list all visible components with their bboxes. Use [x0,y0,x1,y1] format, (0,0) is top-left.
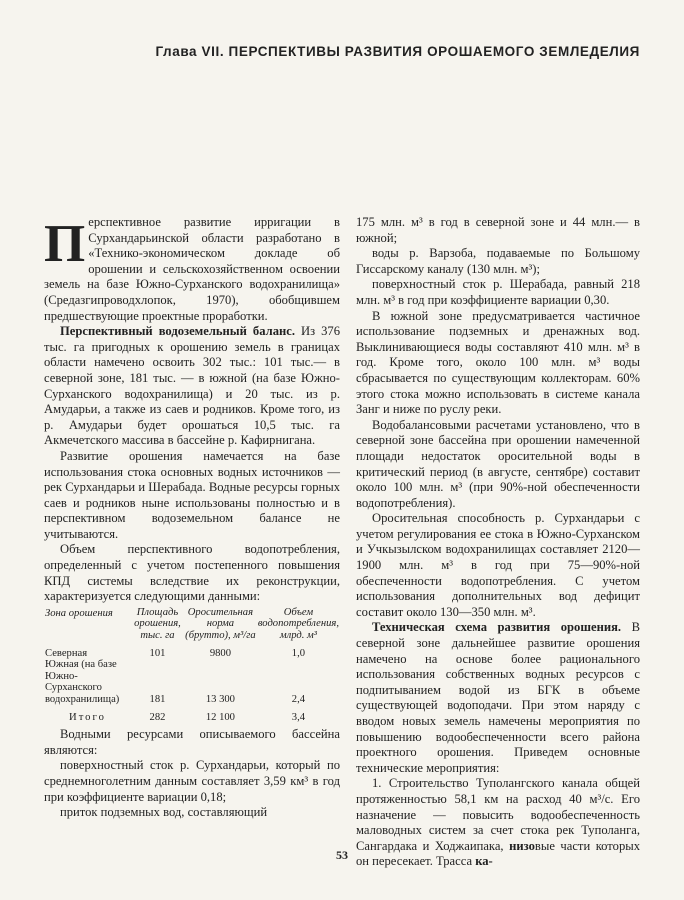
water-demand-table [44,607,340,723]
water-balance-paragraph: Водобалансовыми расчетами установлено, что в северной зоне бассейна при орошении намеченной площади недостаток оросительной воды в критический период (в августе, сентябре) составит около 100 млн. м³ (при 90%-ной обеспеченности водопотребления). [356,417,640,510]
table-row: Северная 101 9800 1,0 [45,647,306,659]
intro-paragraph: Перспективное развитие ирригации в Сурхандарьинской области разработано в «Технико-экономическом докладе об орошении и сельскохозяйственном освоении земель на базе Южно-Сурханского водохранилища» (Средазгипроводхлопок, 1970), обобщившем предшествующие проектные проработки. [44,215,340,323]
table-header-norm: Оросительная норма (брутто), м³/га [185,606,256,642]
page-number: 53 [336,848,348,862]
tupolang-canal-paragraph: 1. Строительство Туполангского канала общей протяженностью 58,1 км на расход 40 м³/с. Его назначение — повысить водообеспеченность маловодных систем за счет стока рек Туполанга, Сангардака и Ходжаипака, низовые части которых он пересекает. Трасса ка- [356,776,640,869]
varzob-paragraph: воды р. Варзоба, подаваемые по Большому Гиссарскому каналу (130 млн. м³); [356,246,640,276]
right-column [356,215,640,870]
surkhandarya-runoff-paragraph: поверхностный сток р. Сурхандарьи, который по среднемноголетним данным составляет 3,59 км³ в год при коэффициенте вариации 0,18; [44,758,340,804]
table-header-volume: Объем водопотребления, млрд. м³ [257,606,339,642]
consumption-paragraph: Объем перспективного водопотребления, определенный с учетом постепенного повышения КПД системы вследствие их реконструкции, характеризуется следующими данными: [44,542,340,604]
table-header-area: Площадь орошения, тыс. га [134,606,181,642]
table-header-row [44,607,340,648]
section-heading-technical-scheme: Техническая схема развития орошения. [372,620,622,635]
running-header [0,44,640,59]
development-paragraph: Развитие орошения намечается на базе использования стока основных водных источников — рек Сурхандарьи и Шерабада. Водные ресурсы горных саев и родников ныне использованы полностью и в перспективном водоземельном балансе не учитываются. [44,448,340,541]
groundwater-paragraph: приток подземных вод, составляющий [60,805,268,820]
resources-paragraph: Водными ресурсами описываемого бассейна являются: [44,727,340,757]
technical-scheme-paragraph: Техническая схема развития орошения. В северной зоне дальнейшее развитие орошения намечено на основе более рационального использования собственных водных ресурсов с подпитыванием водой из БГК в объеме существующей водоподачи. При этом наряду с вводом новых земель намечены мероприятия по повышению водообеспеченности всего района проектного орошения. Приведем основные технические мероприятия: [356,620,640,775]
irrigation-capacity-paragraph: Оросительная способность р. Сурхандарьи с учетом регулирования ее стока в Южно-Сурханском и Учкызылском водохранилищах составляет 2120—1900 млн. м³ в год при 75—90%-ной обеспеченности водопотребления. С учетом использования дополнительных вод дефицит составит около 130—350 млн. м³. [356,511,640,619]
balance-paragraph: Перспективный водоземельный баланс. Из 376 тыс. га пригодных к орошению земель в границах области намечено освоить 302 тыс.: 101 тыс.— в северной зоне, 181 тыс. — в южной (на базе Южно-Сурханского водохранилища) и 20 тыс. из р. Амударьи, а также из саев и родников. Кроме того, из р. Амударьи будет орошаться 10,5 тыс. га Акмечетского массива в бассейне р. Кафирнигана. [44,324,340,448]
table-total-row: Итого 282 12 100 3,4 [69,711,306,723]
sherabad-paragraph: поверхностный сток р. Шерабада, равный 218 млн. м³ в год при коэффициенте вариации 0,30. [356,277,640,307]
chapter-label: Глава VII. [155,44,225,59]
groundwater-continued-paragraph: 175 млн. м³ в год в северной зоне и 44 млн.— в южной; [356,215,640,245]
section-heading-balance: Перспективный водоземельный баланс. [60,324,295,339]
chapter-title: ПЕРСПЕКТИВЫ РАЗВИТИЯ ОРОШАЕМОГО ЗЕМЛЕДЕЛИЯ [228,44,640,59]
table-row: Южная (на базе Южно-Сурханского водохранилища) 181 13 300 2,4 [45,659,306,705]
left-column [44,215,340,821]
table-header-zone: Зона орошения [45,607,113,619]
south-zone-paragraph: В южной зоне предусматривается частичное использование подземных и дренажных вод. Выклинивающиеся воды составляют 410 млн. м³ в год. Кроме того, около 100 млн. м³ воды сбрасывается по существующим коллекторам. 60% этого стока можно использовать в системе канала Занг и ниже по руслу реки. [356,308,640,417]
drop-cap: П [44,215,86,273]
